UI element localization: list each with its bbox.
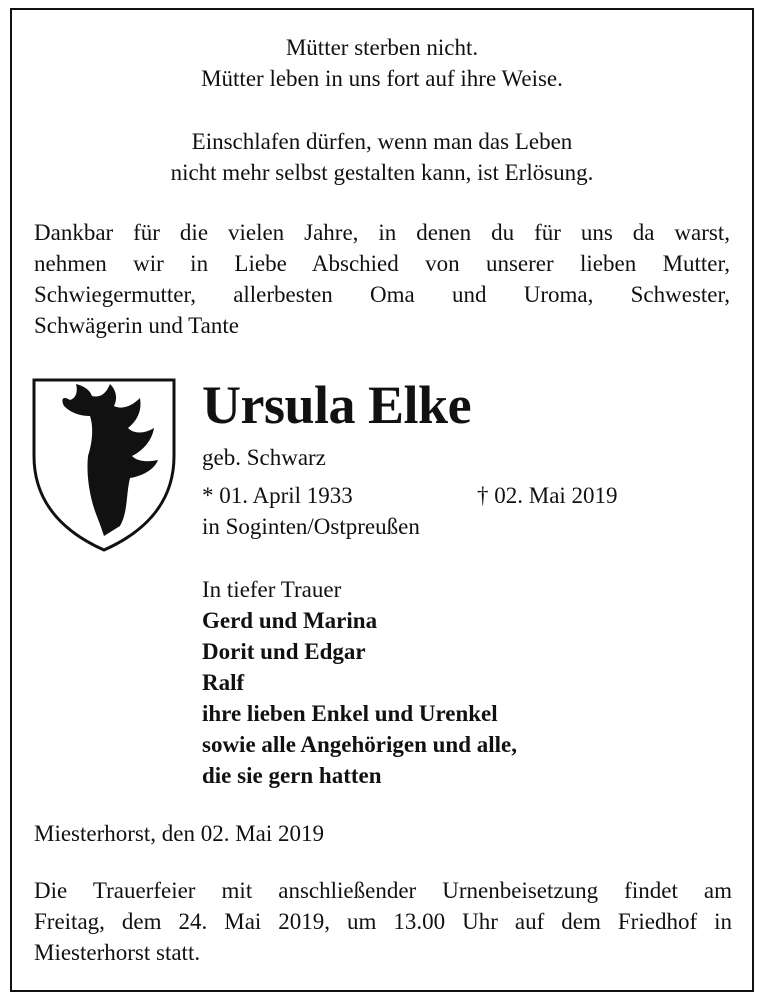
paragraph-line: Schwiegermutter, allerbesten Oma und Uroma, Schwester,	[34, 282, 730, 307]
elk-antler-crest-icon	[30, 376, 178, 552]
mourner-name: die sie gern hatten	[202, 763, 382, 788]
paragraph-line: Dankbar für die vielen Jahre, in denen du für uns da warst,	[34, 220, 730, 245]
poem-stanza-2	[12, 126, 752, 188]
obituary-notice	[10, 8, 754, 992]
birth-place: in Soginten/Ostpreußen	[202, 514, 420, 539]
poem-line: Mütter sterben nicht.	[285, 35, 479, 60]
funeral-line: Die Trauerfeier mit anschließender Urnenbeisetzung findet am	[34, 878, 732, 903]
mourner-name: ihre lieben Enkel und Urenkel	[202, 701, 498, 726]
funeral-line: Miesterhorst statt.	[34, 940, 201, 965]
birth-date: * 01. April 1933	[202, 483, 353, 508]
mourner-name: sowie alle Angehörigen und alle,	[202, 732, 517, 757]
poem-stanza-1	[12, 32, 752, 94]
mourners-list	[202, 574, 517, 791]
paragraph-line: nehmen wir in Liebe Abschied von unserer lieben Mutter,	[34, 251, 730, 276]
maiden-name: geb. Schwarz	[202, 445, 326, 470]
place-and-date: Miesterhorst, den 02. Mai 2019	[34, 821, 325, 846]
death-date: † 02. Mai 2019	[477, 483, 618, 508]
farewell-paragraph	[34, 217, 730, 341]
poem-line: nicht mehr selbst gestalten kann, ist Erlösung.	[170, 160, 594, 185]
mourner-name: Dorit und Edgar	[202, 639, 366, 664]
mourner-name: Ralf	[202, 670, 245, 695]
poem-line: Mütter leben in uns fort auf ihre Weise.	[201, 66, 563, 91]
paragraph-line: Schwägerin und Tante	[34, 313, 239, 338]
funeral-line: Freitag, dem 24. Mai 2019, um 13.00 Uhr auf dem Friedhof in	[34, 909, 732, 934]
funeral-info	[34, 875, 732, 968]
mourner-name: Gerd und Marina	[202, 608, 378, 633]
mourners-heading: In tiefer Trauer	[202, 577, 342, 602]
deceased-name: Ursula Elke	[202, 375, 472, 435]
poem-line: Einschlafen dürfen, wenn man das Leben	[191, 129, 573, 154]
